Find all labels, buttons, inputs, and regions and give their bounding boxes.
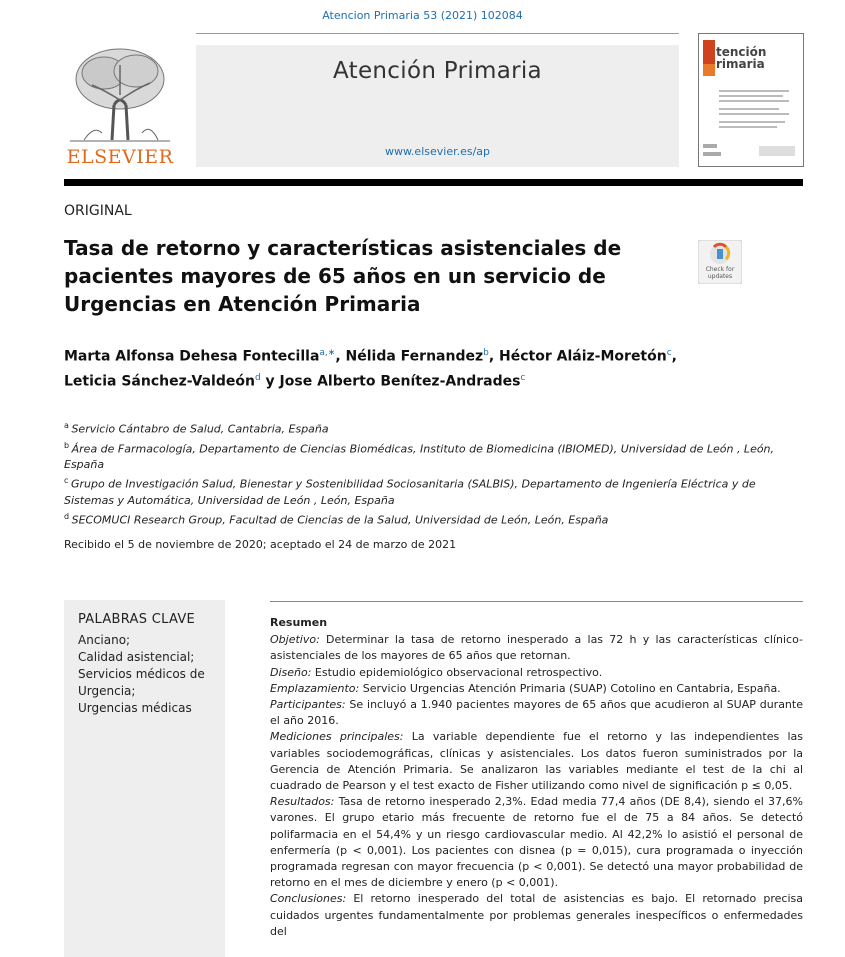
- author-separator: ,: [488, 348, 500, 365]
- author-affiliation-marker[interactable]: d: [254, 372, 261, 383]
- affiliation-item: [64, 418, 804, 438]
- abstract-section-label: Mediciones principales:: [270, 730, 404, 744]
- affiliations: [64, 418, 804, 529]
- abstract-section-text: Determinar la tasa de retorno inesperado a las 72 h y las características clínico-asistenciales de los mayores de 65 años que retornan.: [270, 633, 803, 663]
- abstract-section-text: Estudio epidemiológico observacional retrospectivo.: [311, 665, 603, 679]
- abstract-section-text: Se incluyó a 1.940 pacientes mayores de 65 años que acudieron al SUAP durante el año 2016.: [270, 698, 803, 728]
- abstract-section-label: Emplazamiento:: [270, 681, 360, 695]
- affiliation-text: Área de Farmacología, Departamento de Ciencias Biomédicas, Instituto de Biomedicina (IBIOMED), Universidad de León , León, España: [64, 442, 775, 472]
- abstract-section-label: Resultados:: [270, 795, 335, 809]
- abstract-section-text: La variable dependiente fue el retorno y las independientes las variables sociodemográficas, clínicas y asistenciales. Los datos fueron suministrados por la Gerencia de Atención Primaria. Se analizaron las variables mediante el test de la chi al cuadrado de Pearson y el test exacto de Fisher utilizando como nivel de significación p ≤ 0,05.: [270, 730, 803, 793]
- author-list: [64, 343, 784, 392]
- article-title: Tasa de retorno y características asistenciales de pacientes mayores de 65 años en un servicio de Urgencias en Atención Primaria: [64, 236, 622, 316]
- abstract-section-text: El retorno inesperado del total de asistencias es bajo. El retornado precisa cuidados urgentes fundamentalmente por problemas generales inespecíficos o enfermedades del: [270, 892, 803, 938]
- abstract-heading: Resumen: [270, 616, 328, 629]
- abstract-section: [270, 697, 803, 729]
- abstract-section-text: Tasa de retorno inesperado 2,3%. Edad media 77,4 años (DE 8,4), siendo el 37,6% varones. El grupo etario más frecuente de retorno fue el de 75 a 84 años. Se detectó polifarmacia en el 54,4% y un riesgo cardiovascular medio. Al 42,2% lo asistió el personal de enfermería (p < 0,001). Los pacientes con disnea (p = 0,015), cura programada o inyección programada regresan con mayor frecuencia (p < 0,001). Se detectó una mayor probabilidad de retorno en el mes de diciembre y enero (p < 0,001).: [270, 795, 803, 890]
- affiliation-key: c: [64, 476, 71, 486]
- abstract-section: [270, 632, 803, 664]
- keyword-item: Urgencias médicas: [78, 701, 192, 715]
- journal-cover[interactable]: [698, 33, 804, 167]
- author-separator: ,: [335, 348, 346, 365]
- affiliation-item: [64, 473, 804, 509]
- abstract-section-label: Objetivo:: [270, 633, 320, 647]
- keyword-item: Anciano;: [78, 633, 131, 647]
- badge-line1: Check for: [705, 266, 735, 273]
- abstract-rule: [270, 601, 803, 602]
- affiliation-item: [64, 509, 804, 529]
- affiliation-key: b: [64, 440, 72, 450]
- keyword-item: Servicios médicos de Urgencia;: [78, 667, 205, 698]
- check-for-updates-badge[interactable]: [698, 240, 742, 284]
- affiliation-text: Servicio Cántabro de Salud, Cantabria, España: [71, 422, 329, 436]
- author-separator: ,: [671, 348, 677, 365]
- affiliation-key: d: [64, 511, 72, 521]
- affiliation-text: Grupo de Investigación Salud, Bienestar y Sostenibilidad Sociosanitaria (SALBIS), Departamento de Ingeniería Eléctrica y de Sistemas y Automática, Universidad de León , León, España: [64, 477, 756, 507]
- author-affiliation-marker[interactable]: a,∗: [319, 348, 336, 358]
- author-name[interactable]: Leticia Sánchez-Valdeón: [64, 373, 255, 390]
- abstract-section: [270, 681, 803, 697]
- abstract-section: [270, 891, 803, 940]
- article-section: ORIGINAL: [64, 203, 132, 219]
- tree-icon: [64, 45, 176, 145]
- received-dates: Recibido el 5 de noviembre de 2020; aceptado el 24 de marzo de 2021: [64, 538, 457, 551]
- author-affiliation-marker[interactable]: c: [666, 348, 672, 358]
- affiliation-text: SECOMUCI Research Group, Facultad de Ciencias de la Salud, Universidad de León, León, España: [71, 513, 609, 527]
- keywords-list: [78, 632, 218, 717]
- affiliation-key: a: [64, 421, 72, 430]
- author-separator: y: [260, 373, 280, 390]
- publisher-name: ELSEVIER: [66, 146, 174, 168]
- abstract-section-label: Conclusiones:: [270, 892, 347, 906]
- author-affiliation-marker[interactable]: b: [483, 348, 489, 358]
- header-divider: [196, 33, 679, 34]
- abstract-section-label: Participantes:: [270, 698, 346, 712]
- badge-line2: updates: [707, 273, 733, 280]
- journal-name: Atención Primaria: [333, 58, 542, 84]
- author-name[interactable]: Jose Alberto Benítez-Andrades: [279, 373, 521, 390]
- abstract: [270, 615, 803, 940]
- cover-title-line1: tención: [716, 45, 767, 59]
- author-name[interactable]: Nélida Fernandez: [345, 348, 484, 365]
- journal-reference[interactable]: Atencion Primaria 53 (2021) 102084: [322, 9, 523, 22]
- abstract-section: [270, 729, 803, 794]
- cover-title-line2: rimaria: [716, 57, 765, 71]
- abstract-section-text: Servicio Urgencias Atención Primaria (SUAP) Cotolino en Cantabria, España.: [359, 681, 781, 695]
- affiliation-item: [64, 438, 804, 474]
- author-affiliation-marker[interactable]: c: [520, 372, 526, 383]
- keywords-title: PALABRAS CLAVE: [78, 612, 196, 627]
- author-name[interactable]: Héctor Aláiz-Moretón: [499, 348, 667, 365]
- author-name[interactable]: Marta Alfonsa Dehesa Fontecilla: [64, 348, 320, 365]
- abstract-section: [270, 794, 803, 891]
- abstract-section-label: Diseño:: [270, 665, 312, 679]
- keyword-item: Calidad asistencial;: [78, 650, 195, 664]
- journal-url[interactable]: www.elsevier.es/ap: [384, 145, 491, 158]
- abstract-section: [270, 665, 803, 681]
- header-rule: [64, 179, 803, 186]
